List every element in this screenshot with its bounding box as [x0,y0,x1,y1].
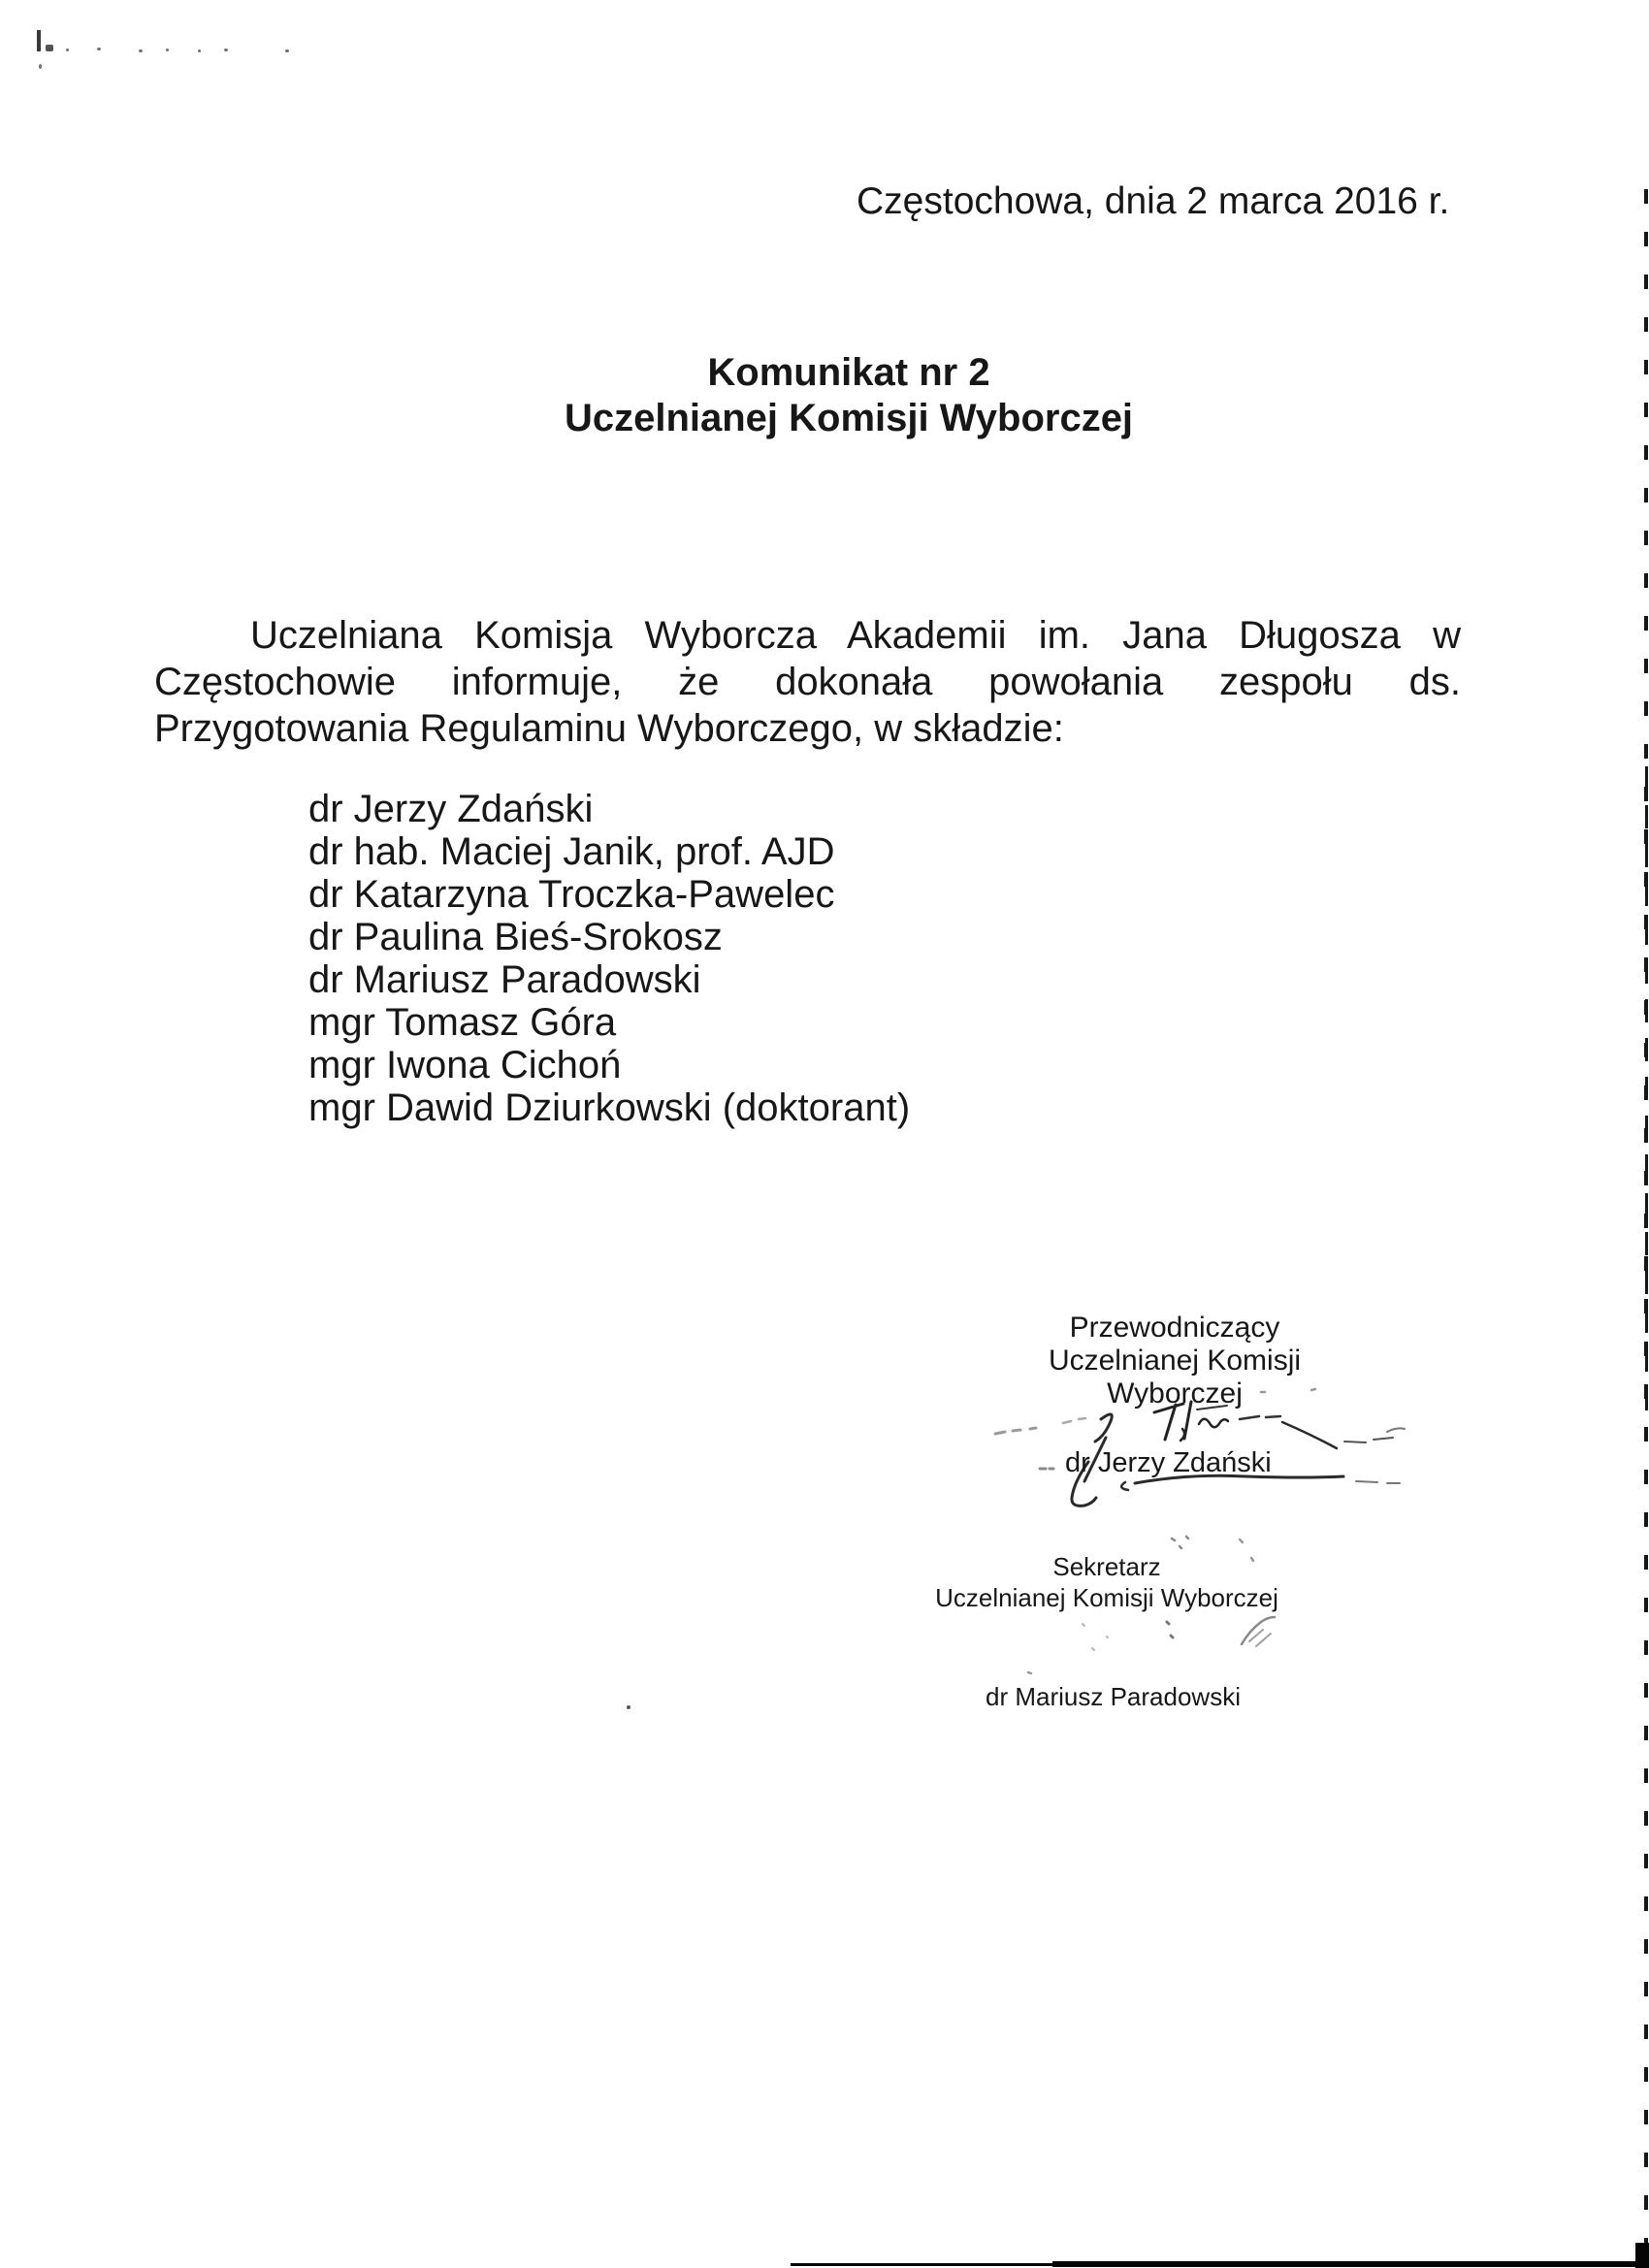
chairman-role-line-1: Przewodniczący [1069,1312,1280,1344]
scan-speck [66,49,69,51]
scan-speck [37,30,41,51]
title-line-2: Uczelnianej Komisji Wyborczej [564,397,1134,439]
scan-dashed-right-edge-line-dense [1645,766,1648,1426]
chairman-role-line-2: Uczelnianej Komisji Wyborczej [1048,1345,1302,1409]
scan-speck [166,49,169,51]
committee-member-list [308,788,910,1129]
scan-speck [285,49,289,52]
list-item: dr hab. Maciej Janik, prof. AJD [308,830,835,873]
list-item: dr Mariusz Paradowski [308,958,701,1001]
list-item: mgr Dawid Dziurkowski (doktorant) [308,1086,911,1129]
list-item: dr Jerzy Zdański [308,788,594,830]
dateline: Częstochowa, dnia 2 marca 2016 r. [857,180,1450,222]
scan-speck [139,49,143,52]
scan-speck [224,49,228,51]
list-item: mgr Tomasz Góra [308,1001,617,1044]
list-item: dr Katarzyna Troczka-Pawelec [308,873,835,916]
title-line-1: Komunikat nr 2 [707,351,990,394]
list-item: dr Paulina Bieś-Srokosz [308,916,723,958]
scan-speck [97,48,101,50]
body-line: Przygotowania Regulaminu Wyborczego, w składzie: [154,707,1064,750]
secretary-role-line-1: Sekretarz [1052,1552,1161,1581]
body-paragraph [154,612,1461,752]
scan-speck [46,45,53,51]
body-line: Uczelniana Komisja Wyborcza Akademii im. Jana Długosza w [250,614,1461,657]
secretary-role-line-2: Uczelnianej Komisji Wyborczej [935,1583,1278,1612]
secretary-signature-marks [1009,1531,1319,1686]
list-item: mgr Iwona Cichoń [308,1044,622,1086]
scan-speck [39,64,42,69]
scan-bottom-line-thick [1052,2261,1649,2267]
chairman-name: dr Jerzy Zdański [1065,1447,1272,1478]
scan-corner-blob [1635,2243,1649,2268]
body-line: Częstochowie informuje, że dokonała powołania zespołu ds. [154,661,1461,703]
scan-speck [627,1705,630,1709]
document-title [170,350,1528,441]
scan-speck [198,49,201,52]
secretary-name: dr Mariusz Paradowski [986,1682,1241,1711]
